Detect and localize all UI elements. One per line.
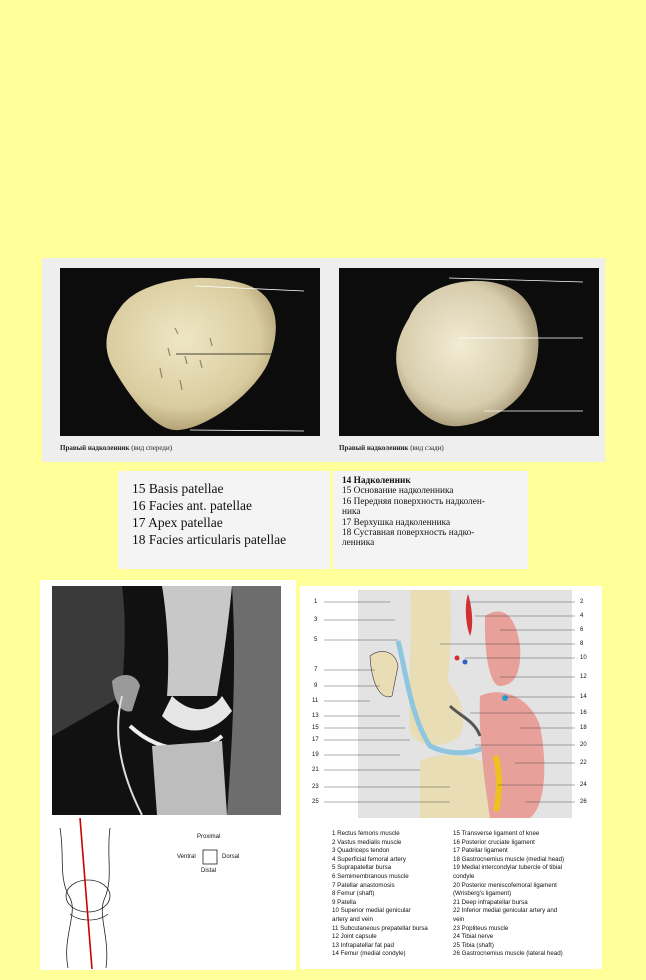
latin-term: 18 Facies articularis patellae [132,532,287,547]
diagram-number: 5 [314,637,318,643]
orientation-box [203,850,217,864]
legend-item: (Wrisberg's ligament) [453,890,512,898]
diagram-number: 11 [312,698,319,704]
proximal-label: Proximal [197,834,221,840]
diagram-number: 10 [580,655,587,661]
latin-term: 15 Basis patellae [132,481,224,496]
patella-front-photo [60,268,320,436]
callout-15-back: 15 [587,277,595,284]
russian-term: 14 Надколенник [342,476,411,486]
legend-item: 9 Patella [332,898,357,906]
callout-18-back: 18 [587,334,595,341]
callout-15-front: 15 [310,284,318,291]
latin-terms-box [118,471,330,569]
callout-16-front: 16 [310,341,318,348]
diagram-number: 24 [580,782,587,788]
knee-sagittal-diagram [300,586,602,826]
diagram-number: 20 [580,742,587,748]
diagram-number: 19 [312,752,319,758]
distal-label: Distal [201,868,217,874]
legend-item: 1 Rectus femoris muscle [332,830,400,837]
diagram-number: 22 [580,760,587,766]
diagram-number: 1 [314,599,318,605]
legend-item: 3 Quadriceps tendon [332,847,390,855]
russian-terms-box [333,471,528,569]
legend-item: 12 Joint capsule [332,933,377,941]
legend-item: 19 Medial intercondylar tubercle of tibial [453,864,563,872]
legend-item: 18 Gastrocnemius muscle (medial head) [453,855,565,863]
legend-item: 17 Patellar ligament [453,847,508,855]
dorsal-label: Dorsal [222,854,240,860]
russian-term: ника [342,507,361,518]
callout-17-back: 17 [587,406,595,413]
diagram-number: 17 [312,737,319,743]
legend-item: 16 Posterior cruciate ligament [453,838,535,846]
front-caption: Правый надколенник (вид спереди) [60,444,173,452]
patella-back-photo [339,268,599,436]
russian-term: 16 Передняя поверхность надколен- [342,496,485,507]
legend-item: 2 Vastus medialis muscle [332,838,402,846]
legend-item: 8 Femur (shaft) [332,890,375,898]
diagram-legend [300,826,602,969]
legend-item: 7 Patellar anastomosis [332,881,395,889]
legend-item: 20 Posterior meniscofemoral ligament [453,881,557,889]
legend-item: 10 Superior medial genicular [332,907,411,915]
legend-item: artery and vein [332,916,373,923]
legend-item: 25 Tibia (shaft) [453,941,494,949]
diagram-number: 16 [580,710,587,716]
diagram-number: 8 [580,641,584,647]
legend-item: condyle [453,873,475,880]
legend-item: 6 Semimembranous muscle [332,873,409,880]
legend-item: 24 Tibial nerve [453,933,494,941]
legend-item: 5 Suprapatellar bursa [332,864,392,872]
russian-term: 17 Верхушка надколенника [342,517,451,528]
diagram-number: 3 [314,617,318,623]
legend-item: vein [453,916,465,923]
russian-term: ленника [342,538,375,549]
orientation-schema [40,818,296,969]
legend-item: 15 Transverse ligament of knee [453,830,540,837]
callout-17-front: 17 [310,418,318,425]
legend-item: 23 Popliteus muscle [453,924,509,932]
patella-photo-panel [42,258,605,462]
diagram-number: 25 [312,799,319,805]
legend-item: 26 Gastrocnemius muscle (lateral head) [453,950,563,958]
ventral-label: Ventral [177,854,196,860]
russian-term: 15 Основание надколенника [342,486,454,497]
russian-term: 18 Суставная поверхность надко- [342,528,475,539]
legend-item: 22 Inferior medial genicular artery and [453,907,558,915]
diagram-number: 26 [580,799,587,805]
diagram-number: 6 [580,627,584,633]
diagram-number: 14 [580,694,587,700]
diagram-number: 4 [580,613,584,619]
diagram-number: 13 [312,713,319,719]
latin-term: 17 Apex patellae [132,515,223,530]
latin-term: 16 Facies ant. patellae [132,498,252,513]
diagram-number: 18 [580,725,587,731]
diagram-number: 12 [580,674,587,680]
diagram-number: 21 [312,767,319,773]
legend-item: 21 Deep infrapatellar bursa [453,898,528,906]
legend-item: 14 Femur (medial condyle) [332,950,406,958]
mri-image [52,586,281,815]
legend-item: 11 Subcutaneous prepatellar bursa [332,924,428,932]
legend-item: 13 Infrapatellar fat pad [332,941,394,949]
diagram-number: 9 [314,683,318,689]
back-caption: Правый надколенник (вид сзади) [339,444,444,452]
diagram-number: 15 [312,725,319,731]
legend-item: 4 Superficial femoral artery [332,855,406,863]
diagram-number: 2 [580,599,584,605]
diagram-number: 7 [314,667,318,673]
diagram-number: 23 [312,784,319,790]
